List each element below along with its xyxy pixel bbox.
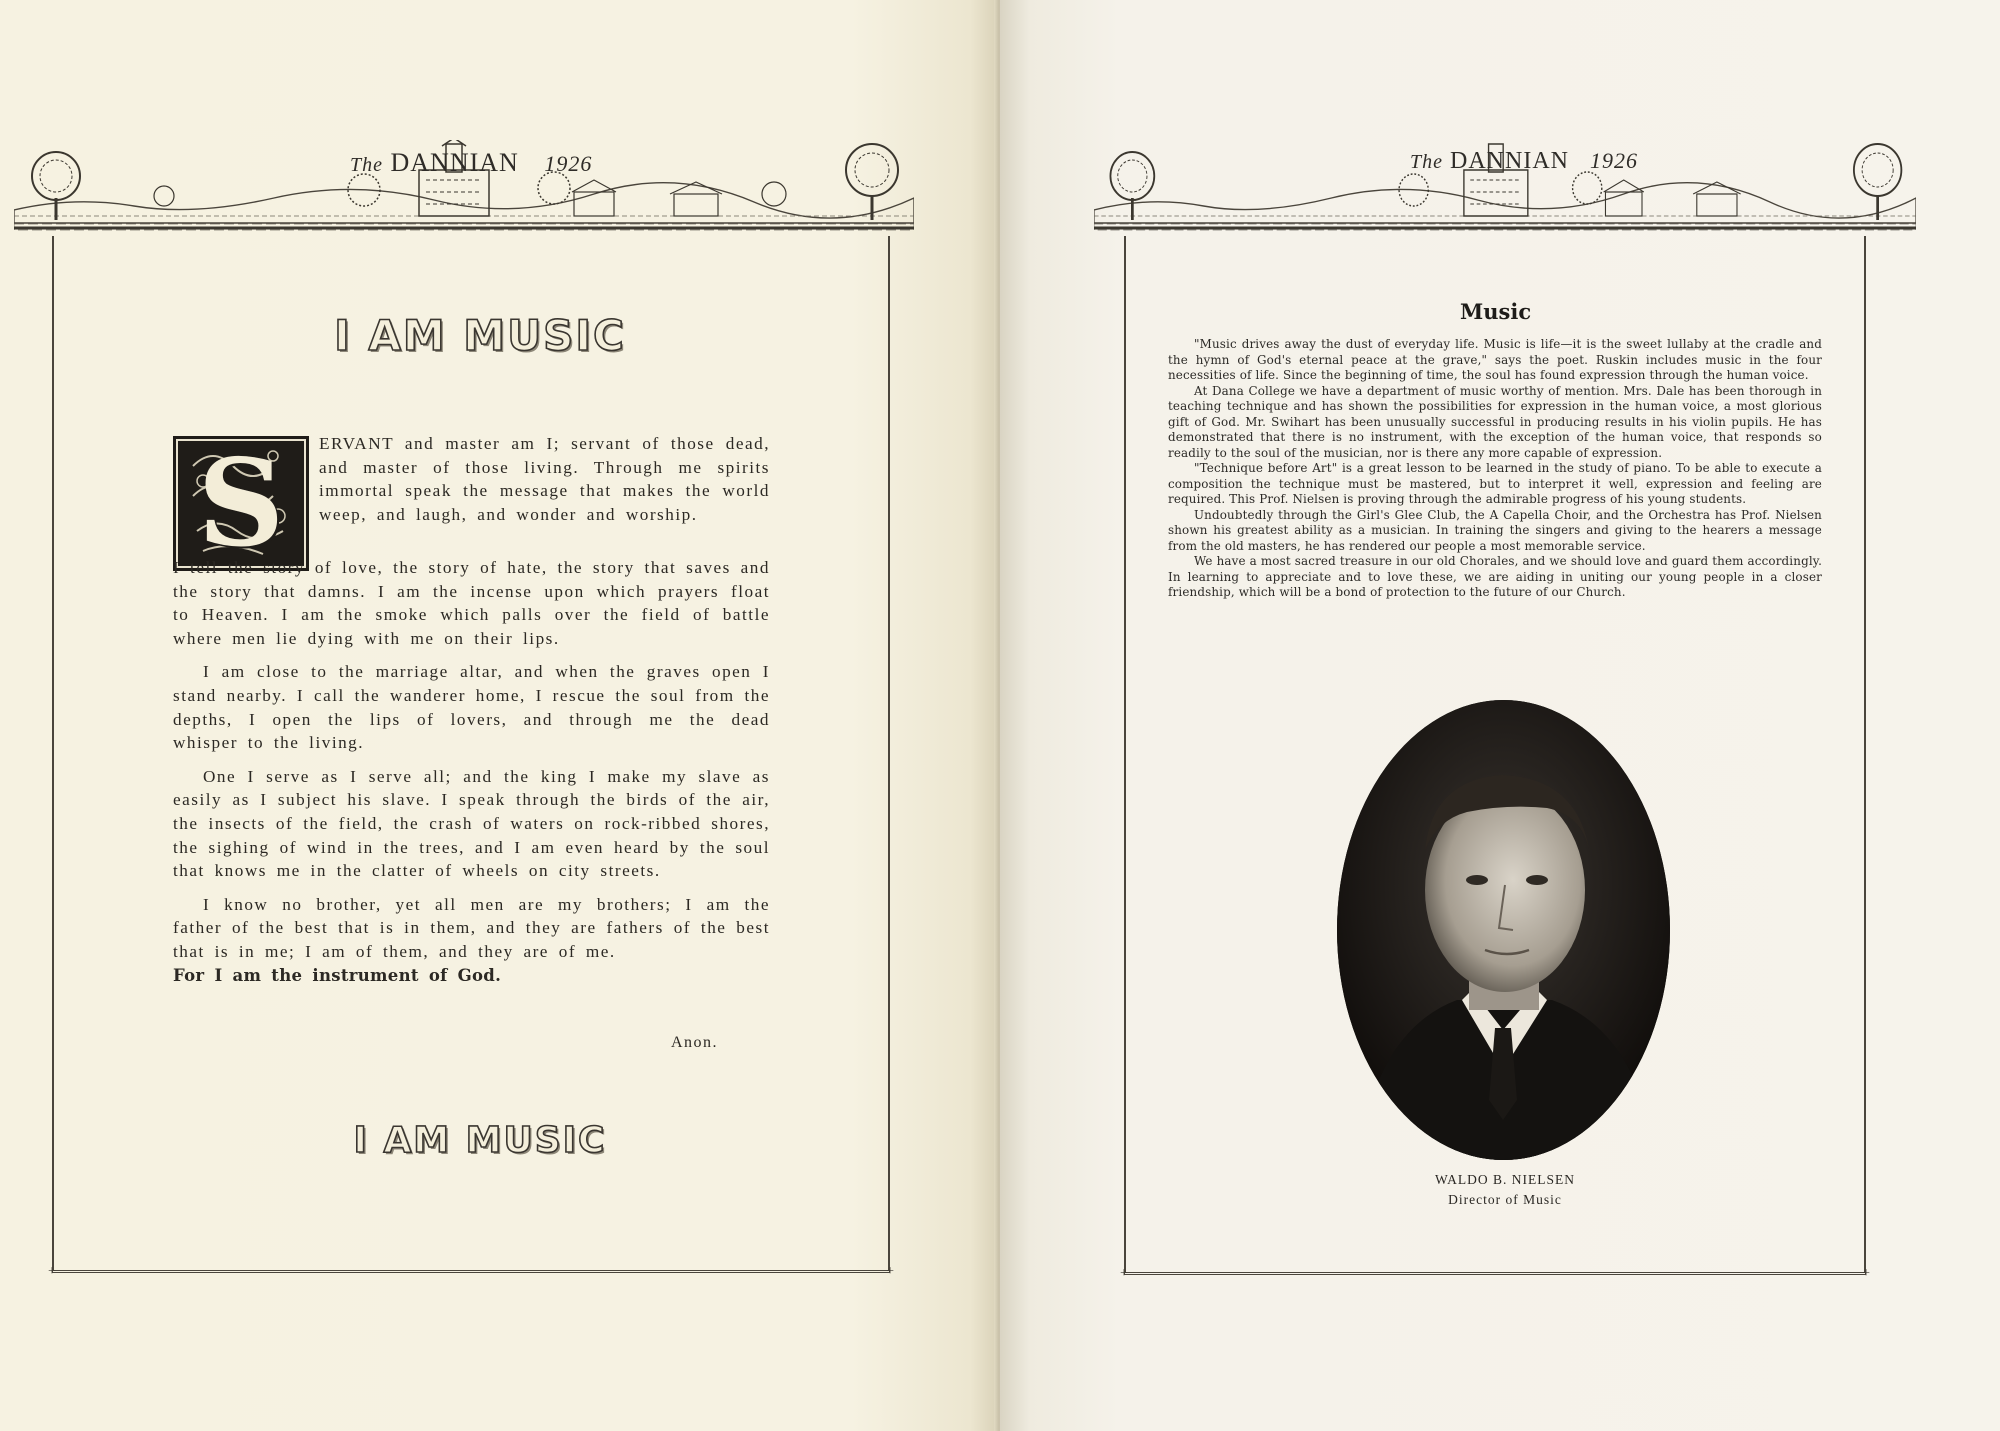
page-border-left: + + [52,236,890,1273]
poem-body [173,432,770,987]
poem-paragraph-2: I am close to the marriage altar, and when the graves open I stand nearby. I call the wanderer home, I rescue the soul from the depths, I open the lips of lovers, and through me the dead whisper to the living. [173,662,770,753]
portrait-caption-name: WALDO B. NIELSEN [1434,1172,1576,1187]
article-paragraph: "Technique before Art" is a great lesson to be learned in the study of piano. To be able to execute a composition the technique must be mastered, but to interpret it well, expression and feeling are required. This Prof. Nielsen is proving through the admirable progress of his young students. [1168,461,1822,506]
page-title-bottom: I AM MUSIC [353,1120,607,1161]
masthead-year: 1926 [1589,148,1638,173]
man-portrait-icon [1337,700,1670,1160]
poem-paragraph-1: I tell the story of love, the story of hate, the story that saves and the story that damns. I am the incense upon which prayers float to Heaven. I am the smoke which palls over the field of battle where men lie dying with me on their lips. [173,558,770,648]
portrait-photo [1337,700,1670,1160]
article-title: Music [1460,299,1532,324]
dropcap-letter: S [197,433,285,574]
article-paragraph: "Music drives away the dust of everyday life. Music is life—it is the sweet lullaby at the cradle and the hymn of God's eternal peace at the grave," says the poet. Ruskin includes music in the four necessities of life. Since the beginning of time, the soul has found expression through the human voice. [1168,337,1822,382]
article-body [1168,337,1822,601]
masthead-name: DANNIAN [390,148,519,177]
masthead [350,148,592,178]
masthead-the: The [1410,151,1443,173]
poem-closing-line: For I am the instrument of God. [173,965,502,985]
poem-paragraph-4: I know no brother, yet all men are my brothers; I am the father of the best that is in them, and they are fathers of the best that is in me; I am of them, and they are of me. [173,894,770,961]
poem-intro [173,432,770,550]
poem-paragraph-3: One I serve as I serve all; and the king I make my slave as easily as I subject his slave. I speak through the birds of the air, the insects of the field, the crash of waters on rock-ribbed shores, the sighing of wind in the trees, and I am even heard by the soul that knows me in the clatter of wheels on city streets. [173,766,770,881]
masthead [1410,148,1638,175]
header-vignette-right [1094,140,1916,232]
header-vignette-left [14,140,914,232]
page-border-right: + + [1124,236,1866,1275]
poem-attribution: Anon. [671,1034,719,1051]
article-paragraph: We have a most sacred treasure in our old Chorales, and we should love and guard them accordingly. In learning to appreciate and to love these, we are aiding in uniting our young people in a closer friendship, which will be a bond of protection to the future of our Church. [1168,554,1822,599]
masthead-the: The [350,154,383,176]
poem-intro-text: ERVANT and master am I; servant of those dead, and master of those living. Through me spirits immortal speak the message that makes the world weep, and laugh, and wonder and worship. [319,434,770,524]
page-title-top: I AM MUSIC [334,311,626,360]
article-paragraph: Undoubtedly through the Girl's Glee Club, the A Capella Choir, and the Orchestra has Prof. Nielsen shown his greatest ability as a musician. In training the singers and giving to the hearers a message from the old masters, he has rendered our people a most memorable service. [1168,507,1822,553]
article-paragraph: At Dana College we have a department of music worthy of mention. Mrs. Dale has been thorough in teaching technique and has shown the possibilities for expression in the human voice, a most glorious gift of God. Mr. Swihart has been unusually successful in producing results in his violin pupils. He has demonstrated that there is no instrument, with the exception of the human voice, that responds so readily to the soul of the musician, nor is there any more capable of expression. [1168,383,1822,460]
portrait-caption-role: Director of Music [1448,1192,1562,1207]
masthead-name: DANNIAN [1450,148,1569,174]
masthead-year: 1926 [544,151,593,176]
